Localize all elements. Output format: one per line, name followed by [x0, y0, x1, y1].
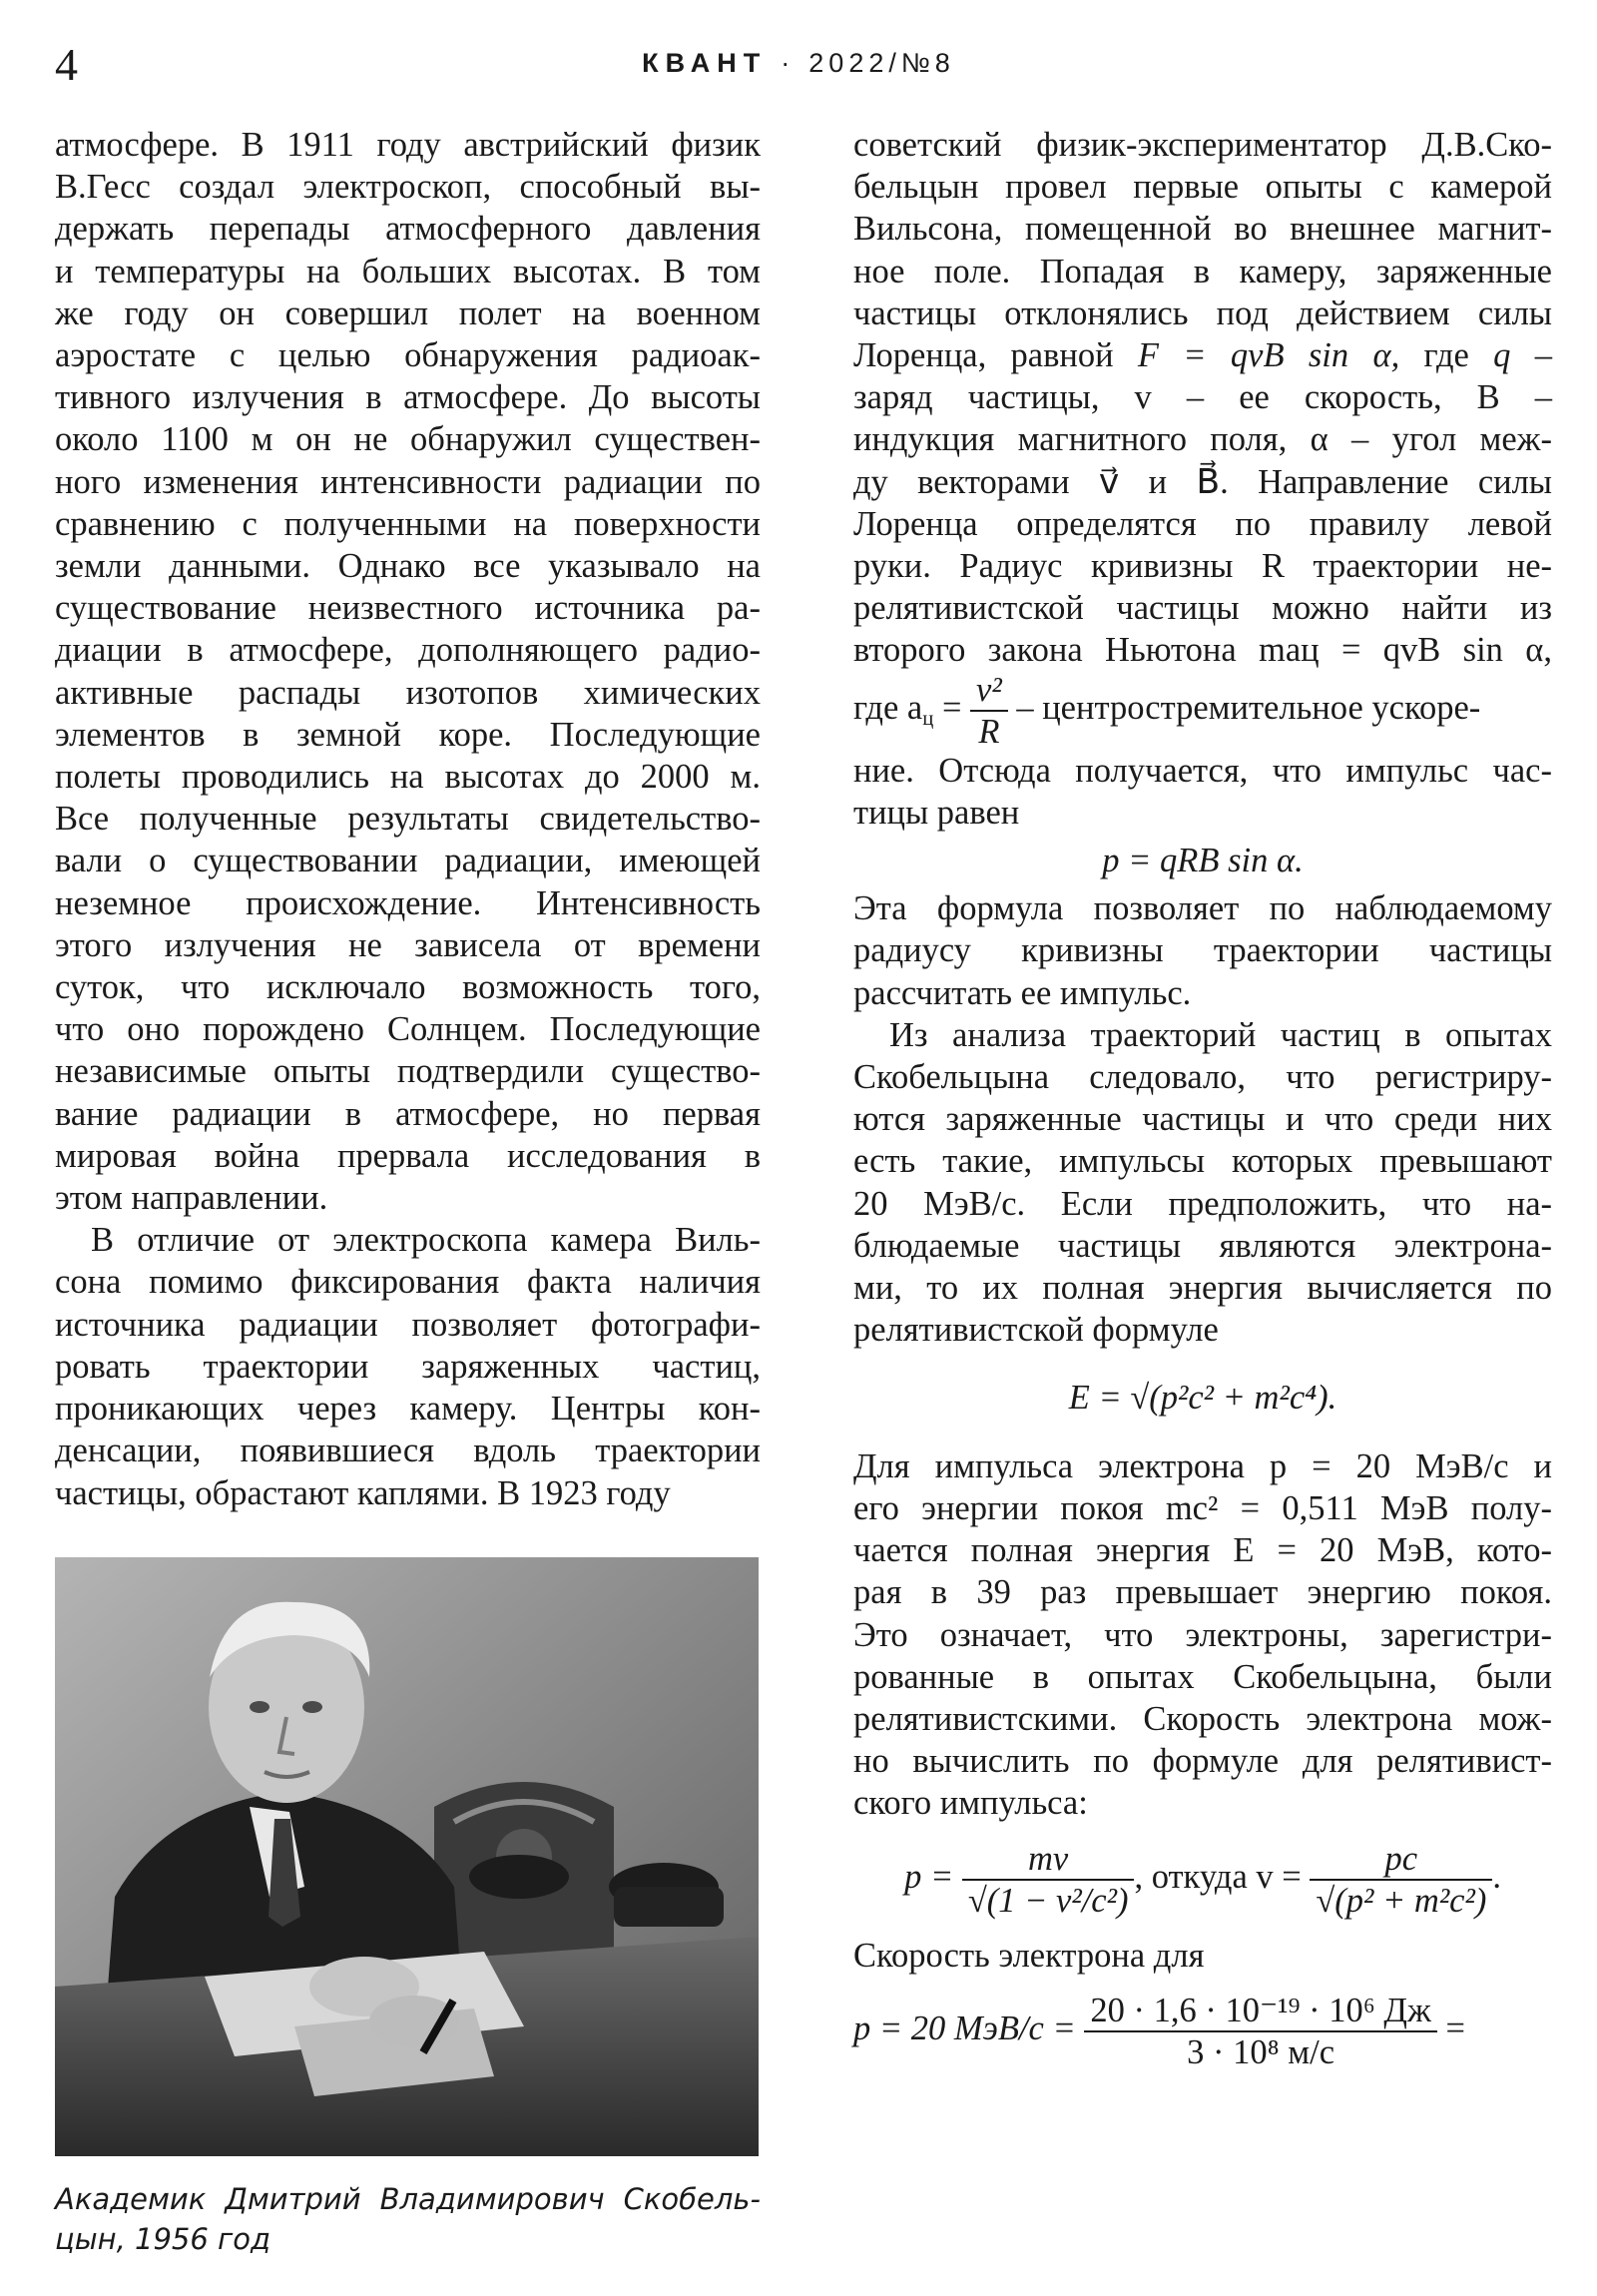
centripetal-num: v² [970, 670, 1008, 712]
text-line: около 1100 м он не обнаружил существен- [55, 420, 761, 459]
text-line: сравнению с полученными на поверхности [55, 504, 761, 543]
text-line: блюдаемые частицы являются электрона- [853, 1226, 1552, 1265]
text-line: ровать траектории заряженных частиц, [55, 1347, 761, 1386]
final-fraction [1084, 1991, 1436, 2072]
text-line: рассчитать ее импульс. [853, 973, 1192, 1012]
text-line: руки. Радиус кривизны R траектории не- [853, 547, 1552, 586]
page-number: 4 [55, 39, 78, 90]
text-line: В.Гесс создал электроскоп, способный вы- [55, 168, 761, 207]
text-line: тивного излучения в атмосфере. До высоты [55, 378, 761, 417]
text-line: суток, что исключало возможность того, [55, 968, 761, 1007]
velocity-num-1: mv [962, 1839, 1135, 1881]
text-line: вание радиации в атмосфере, но первая [55, 1094, 761, 1133]
text-line: аэростате с целью обнаружения радиоак- [55, 336, 761, 375]
velocity-den-2: √(p² + m²c²) [1316, 1881, 1487, 1920]
issue-number: 2022/№8 [808, 48, 955, 78]
text-line: проникающих через камеру. Центры кон- [55, 1390, 761, 1429]
centripetal-line [853, 670, 1552, 752]
text-line: Эта формула позволяет по наблюдаемому [853, 889, 1552, 928]
lorentz-q: q [1493, 336, 1511, 375]
lorentz-pre: Лоренца, равной [853, 336, 1114, 375]
text-line: вали о существовании радиации, имеющей [55, 842, 761, 880]
text-line: ное поле. Попадая в камеру, заряженные [853, 252, 1552, 290]
velocity-lhs: p = [904, 1857, 954, 1896]
text-line: Из анализа траекторий частиц в опытах [889, 1015, 1552, 1054]
text-line: этом направлении. [55, 1179, 328, 1218]
final-den: 3 · 10⁸ м/с [1187, 2032, 1335, 2071]
text-line: релятивистскими. Скорость электрона мож- [853, 1699, 1552, 1738]
velocity-num-2: pc [1310, 1839, 1492, 1881]
right-paragraph-3 [853, 1014, 1552, 1352]
charge-line: заряд частицы, v – ее скорость, B – [853, 378, 1552, 417]
centripetal-fraction [970, 670, 1008, 752]
text-line: что оно порождено Солнцем. Последующие [55, 1010, 761, 1049]
right-paragraph-1 [853, 124, 1552, 334]
left-column [55, 124, 761, 1514]
centripetal-post: – центростремительное ускоре- [1016, 688, 1481, 727]
text-line: рованные в опытах Скобельцына, были [853, 1657, 1552, 1696]
final-lhs: p = 20 МэВ/с = [853, 2009, 1076, 2047]
velocity-end: . [1492, 1857, 1501, 1896]
final-end: = [1445, 2009, 1465, 2047]
centripetal-pre: где a [853, 688, 923, 727]
text-line: советский физик-экспериментатор Д.В.Ско- [853, 126, 1552, 164]
vectors-line: ду векторами v⃗ и B⃗. Направление силы [853, 462, 1552, 501]
right-paragraph-5: Скорость электрона для [853, 1936, 1205, 1975]
text-line: частицы отклонялись под действием силы [853, 293, 1552, 332]
text-line: рая в 39 раз превышает энергию покоя. [853, 1573, 1552, 1612]
lorentz-dash: – [1534, 336, 1552, 375]
text-line: но вычислить по формуле для релятивист- [853, 1742, 1552, 1781]
portrait-photo [55, 1557, 759, 2156]
formula-momentum: p = qRB sin α. [1102, 842, 1304, 880]
text-line: денсации, появившиеся вдоль траектории [55, 1432, 761, 1470]
magazine-title: КВАНТ [642, 48, 768, 78]
right-column [853, 124, 1552, 2078]
text-line: активные распады изотопов химических [55, 673, 761, 712]
text-line: элементов в земной коре. Последующие [55, 715, 761, 754]
formula-energy: E = √(p²c² + m²c⁴). [1068, 1379, 1337, 1418]
final-num: 20 · 1,6 · 10⁻¹⁹ · 10⁶ Дж [1084, 1991, 1436, 2032]
header-separator: · [781, 48, 796, 78]
text-line: есть такие, импульсы которых превышают [853, 1142, 1552, 1181]
velocity-mid: , откуда v = [1134, 1857, 1302, 1896]
text-line: ются заряженные частицы и что среди них [853, 1100, 1552, 1139]
text-line: атмосфере. В 1911 году австрийский физик [55, 126, 761, 164]
text-line: релятивистской частицы можно найти из [853, 589, 1552, 628]
text-line: неземное происхождение. Интенсивность [55, 883, 761, 922]
text-line: Для импульса электрона p = 20 МэВ/с и [853, 1446, 1552, 1485]
text-line: диации в атмосфере, дополняющего радио- [55, 631, 761, 670]
text-line: бельцын провел первые опыты с камерой [853, 168, 1552, 207]
text-line: источника радиации позволяет фотографи- [55, 1305, 761, 1344]
text-line: второго закона Ньютона maц = qvB sin α, [853, 631, 1552, 670]
velocity-den-1: √(1 − v²/c²) [967, 1881, 1129, 1920]
induction-line: индукция магнитного поля, α – угол меж- [853, 420, 1552, 459]
text-line: тицы равен [853, 793, 1020, 832]
text-line: держать перепады атмосферного давления [55, 210, 761, 249]
text-line: ного изменения интенсивности радиации по [55, 462, 761, 501]
text-line: мировая война прервала исследования в [55, 1136, 761, 1175]
text-line: земли данными. Однако все указывало на [55, 547, 761, 586]
text-line: Вильсона, помещенной во внешнее магнит- [853, 210, 1552, 249]
lorentz-formula: F = qvB sin α, [1137, 336, 1400, 375]
photo-caption [55, 2179, 761, 2259]
text-line: и температуры на больших высотах. В том [55, 252, 761, 290]
text-line: ми, то их полная энергия вычисляется по [853, 1269, 1552, 1308]
formula-final [853, 1991, 1552, 2072]
text-line: релятивистской формуле [853, 1311, 1219, 1350]
formula-velocity [853, 1839, 1552, 1921]
text-line: этого излучения не зависела от времени [55, 925, 761, 964]
right-paragraph-1-end [853, 750, 1552, 834]
text-line: частицы, обрастают каплями. В 1923 году [55, 1473, 671, 1512]
left-paragraph-2 [55, 1219, 761, 1513]
text-line: ние. Отсюда получается, что импульс час- [853, 751, 1552, 790]
caption-line-1: Академик Дмитрий Владимирович Скобель- [55, 2182, 761, 2216]
text-line: радиусу кривизны траектории частицы [853, 931, 1552, 970]
portrait-illustration [55, 1557, 759, 2156]
text-line: 20 МэВ/с. Если предположить, что на- [853, 1184, 1552, 1223]
text-line: Скобельцына следовало, что регистриру- [853, 1058, 1552, 1097]
text-line: же году он совершил полет на военном [55, 293, 761, 332]
text-line: полеты проводились на высотах до 2000 м. [55, 758, 761, 797]
text-line: В отличие от электроскопа камера Виль- [91, 1221, 761, 1260]
text-line: Лоренца определятся по правилу левой [853, 504, 1552, 543]
text-line: независимые опыты подтвердили существо- [55, 1052, 761, 1091]
text-line: Все полученные результаты свидетельство- [55, 800, 761, 839]
centripetal-sub: ц [922, 707, 934, 730]
left-paragraph-1 [55, 124, 761, 1219]
right-paragraph-1-continued [853, 503, 1552, 672]
lorentz-line [853, 334, 1552, 503]
caption-line-2: цын, 1956 год [55, 2222, 271, 2256]
right-paragraph-2 [853, 887, 1552, 1014]
centripetal-den: R [978, 712, 1000, 751]
centripetal-eq: = [941, 688, 962, 727]
text-line: Это означает, что электроны, зарегистри- [853, 1615, 1552, 1654]
text-line: сона помимо фиксирования факта наличия [55, 1263, 761, 1302]
lorentz-mid: где [1423, 336, 1469, 375]
text-line: ского импульса: [853, 1784, 1088, 1823]
text-line: существование неизвестного источника ра- [55, 589, 761, 628]
velocity-fraction-2 [1310, 1839, 1492, 1921]
text-line: его энергии покоя mc² = 0,511 МэВ полу- [853, 1488, 1552, 1527]
velocity-fraction-1 [962, 1839, 1135, 1921]
running-head [0, 48, 1597, 79]
text-line: чается полная энергия E = 20 МэВ, кото- [853, 1531, 1552, 1570]
right-paragraph-4 [853, 1445, 1552, 1825]
